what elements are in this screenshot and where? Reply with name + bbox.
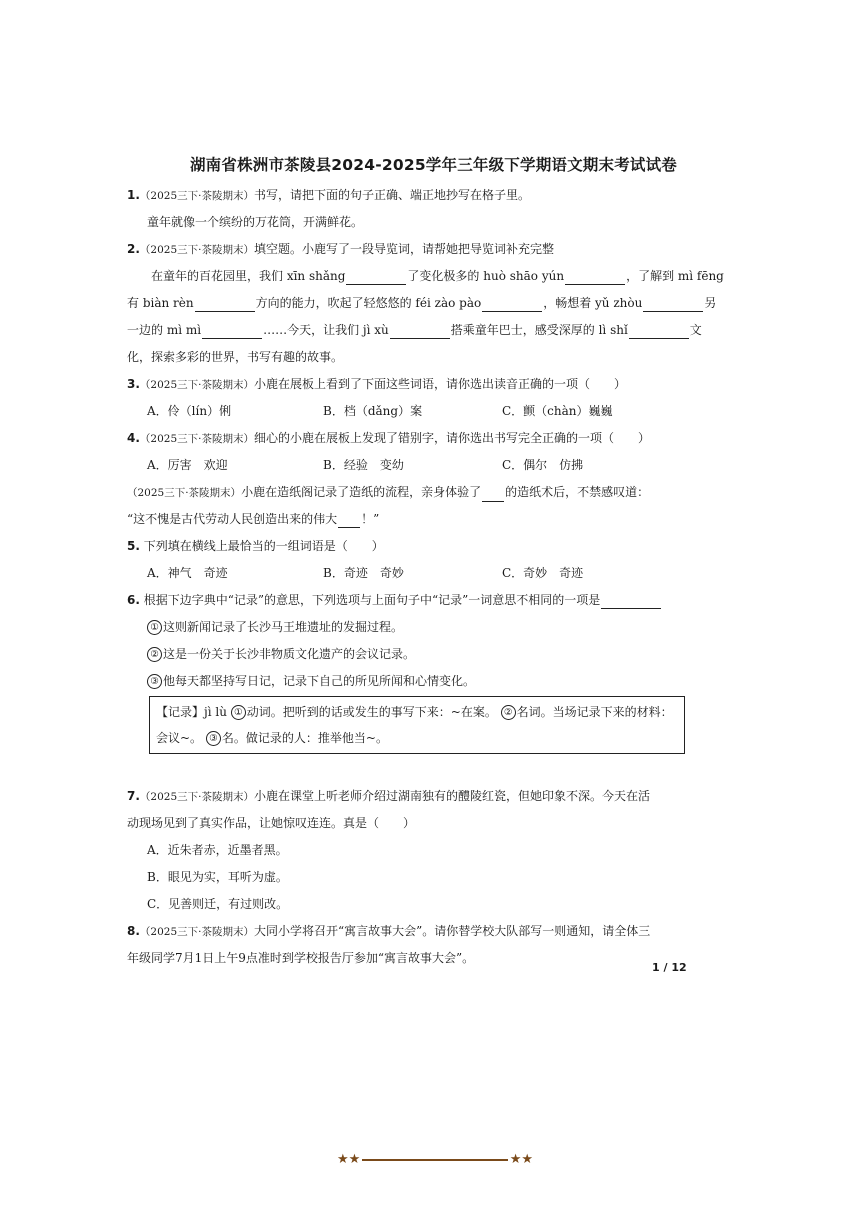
option-c[interactable]: C．见善则迁，有过则改。: [147, 897, 289, 911]
answer-blank[interactable]: [390, 325, 450, 339]
dictionary-text: 名。做记录的人：推举他当~。: [221, 731, 388, 745]
question-source: （2025三下·茶陵期末）: [139, 433, 254, 445]
question-number: 2.: [127, 242, 140, 256]
star-icon: ★: [521, 1152, 533, 1167]
question-stem: 细心的小鹿在展板上发现了错别字，请你选出书写完全正确的一项（ ）: [253, 431, 650, 445]
option-b[interactable]: B．奇迹 奇妙: [323, 566, 404, 580]
circled-number: ③: [206, 731, 221, 746]
answer-blank[interactable]: [202, 325, 262, 339]
question-8: [127, 922, 650, 941]
choice-1[interactable]: [147, 618, 403, 636]
passage-text: 小鹿在造纸阁记录了造纸的流程，亲身体验了: [241, 485, 482, 499]
passage-line: [127, 294, 716, 312]
question-5: [127, 537, 384, 555]
question-1: [127, 186, 530, 205]
question-number: 7.: [127, 789, 140, 803]
reading-passage-line: [127, 483, 649, 502]
passage-line: [151, 267, 724, 285]
question-number: 4.: [127, 431, 140, 445]
question-stem: 根据下边字典中“记录”的意思，下列选项与上面句子中“记录”一词意思不相同的一项是: [143, 593, 601, 607]
dictionary-line: [156, 703, 673, 721]
circled-number: ②: [501, 705, 516, 720]
question-stem: 小鹿在课堂上听老师介绍过湖南独有的醴陵红瓷，但她印象不深。今天在活: [253, 789, 650, 803]
question-stem: 小鹿在展板上看到了下面这些词语，请你选出读音正确的一项（ ）: [253, 377, 626, 391]
star-icon: ★: [337, 1152, 349, 1167]
choice-text: 这是一份关于长沙非物质文化遗产的会议记录。: [163, 647, 416, 661]
passage-text: 有 biàn rèn: [127, 296, 194, 310]
reading-passage-line: [127, 510, 379, 528]
passage-text: ……今天，让我们 jì xù: [263, 323, 389, 337]
question-2: [127, 240, 554, 259]
circled-number: ③: [147, 674, 162, 689]
passage-text: ！”: [361, 512, 380, 526]
question-number: 5.: [127, 539, 140, 553]
star-icon: ★: [348, 1152, 361, 1167]
option-a[interactable]: A．厉害 欢迎: [147, 458, 228, 472]
answer-blank[interactable]: [482, 488, 504, 502]
dictionary-line: [156, 729, 388, 747]
option-b[interactable]: B．经验 变幼: [323, 458, 404, 472]
question-stem: 书写，请把下面的句子正确、端正地抄写在格子里。: [253, 188, 530, 202]
dictionary-text: 【记录】jì lù: [156, 705, 227, 719]
option-b[interactable]: B．档（dǎng）案: [323, 404, 423, 418]
option-c[interactable]: C．奇妙 奇迹: [502, 566, 584, 580]
question-source: （2025三下·茶陵期末）: [139, 791, 254, 803]
option-a[interactable]: A．伶（lín）俐: [147, 404, 232, 418]
dictionary-text: 名词。当场记录下来的材料：: [516, 705, 673, 719]
dictionary-text: 会议~。: [156, 731, 203, 745]
question-source: （2025三下·茶陵期末）: [127, 487, 242, 499]
question-number: 8.: [127, 924, 140, 938]
choice-2[interactable]: [147, 645, 415, 663]
question-6: [127, 591, 662, 609]
passage-text: 方向的能力，吹起了轻悠悠的 féi zào pào: [255, 296, 482, 310]
star-icon: ★: [509, 1152, 522, 1167]
passage-text: 一边的 mì mì: [127, 323, 202, 337]
question-stem-continued: 年级同学7月1日上午9点准时到学校报告厅参加“寓言故事大会”。: [127, 951, 475, 965]
question-4: [127, 429, 650, 448]
option-b[interactable]: B．眼见为实，耳听为虚。: [147, 870, 288, 884]
question-source: （2025三下·茶陵期末）: [139, 244, 254, 256]
answer-blank[interactable]: [195, 298, 255, 312]
dictionary-text: 动词。把听到的话或发生的事写下来：~在案。: [246, 705, 497, 719]
passage-text: 搭乘童年巴士，感受深厚的 lì shǐ: [450, 323, 628, 337]
passage-text: 另: [704, 296, 717, 310]
question-source: （2025三下·茶陵期末）: [139, 190, 254, 202]
answer-blank[interactable]: [346, 271, 406, 285]
answer-blank[interactable]: [643, 298, 703, 312]
page-title: 湖南省株洲市茶陵县2024-2025学年三年级下学期语文期末考试试卷: [189, 156, 677, 174]
passage-text: “这不愧是古代劳动人民创造出来的伟大: [127, 512, 338, 526]
passage-text: 文: [689, 323, 702, 337]
passage-line: 化，探索多彩的世界，书写有趣的故事。: [127, 350, 344, 364]
question-number: 1.: [127, 188, 140, 202]
answer-blank[interactable]: [601, 595, 661, 609]
copy-sentence: 童年就像一个缤纷的万花筒，开满鲜花。: [147, 215, 364, 229]
choice-text: 他每天都坚持写日记，记录下自己的所见所闻和心情变化。: [163, 674, 476, 688]
passage-text: 了变化极多的 huò shāo yún: [407, 269, 565, 283]
choice-text: 这则新闻记录了长沙马王堆遗址的发掘过程。: [163, 620, 404, 634]
question-stem: 大同小学将召开“寓言故事大会”。请你替学校大队部写一则通知，请全体三: [253, 924, 651, 938]
answer-blank[interactable]: [338, 514, 360, 528]
passage-text: ，畅想着 yǔ zhòu: [543, 296, 643, 310]
question-stem: 下列填在横线上最恰当的一组词语是（ ）: [143, 539, 384, 553]
choice-3[interactable]: [147, 672, 475, 690]
option-a[interactable]: A．神气 奇迹: [147, 566, 228, 580]
question-stem: 填空题。小鹿写了一段导览词，请帮她把导览词补充完整: [253, 242, 554, 256]
answer-blank[interactable]: [629, 325, 689, 339]
question-number: 3.: [127, 377, 140, 391]
page-number: 1 / 12: [652, 961, 687, 974]
circled-number: ①: [231, 705, 246, 720]
question-stem-continued: 动现场见到了真实作品，让她惊叹连连。真是（ ）: [127, 816, 416, 830]
question-source: （2025三下·茶陵期末）: [139, 926, 254, 938]
circled-number: ①: [147, 620, 162, 635]
passage-text: 的造纸术后，不禁感叹道：: [505, 485, 650, 499]
question-source: （2025三下·茶陵期末）: [139, 379, 254, 391]
answer-blank[interactable]: [565, 271, 625, 285]
passage-line: [127, 321, 702, 339]
passage-text: 在童年的百花园里，我们 xīn shǎng: [151, 269, 346, 283]
option-a[interactable]: A．近朱者赤，近墨者黑。: [147, 843, 288, 857]
question-number: 6.: [127, 593, 140, 607]
footer-decoration: [337, 1152, 533, 1168]
passage-text: ，了解到 mì fēng: [626, 269, 724, 283]
footer-rule: [362, 1159, 507, 1161]
question-7: [127, 787, 650, 806]
option-c[interactable]: C．偶尔 仿拂: [502, 458, 584, 472]
option-c[interactable]: C．颤（chàn）巍巍: [502, 404, 613, 418]
answer-blank[interactable]: [482, 298, 542, 312]
question-3: [127, 375, 626, 394]
circled-number: ②: [147, 647, 162, 662]
